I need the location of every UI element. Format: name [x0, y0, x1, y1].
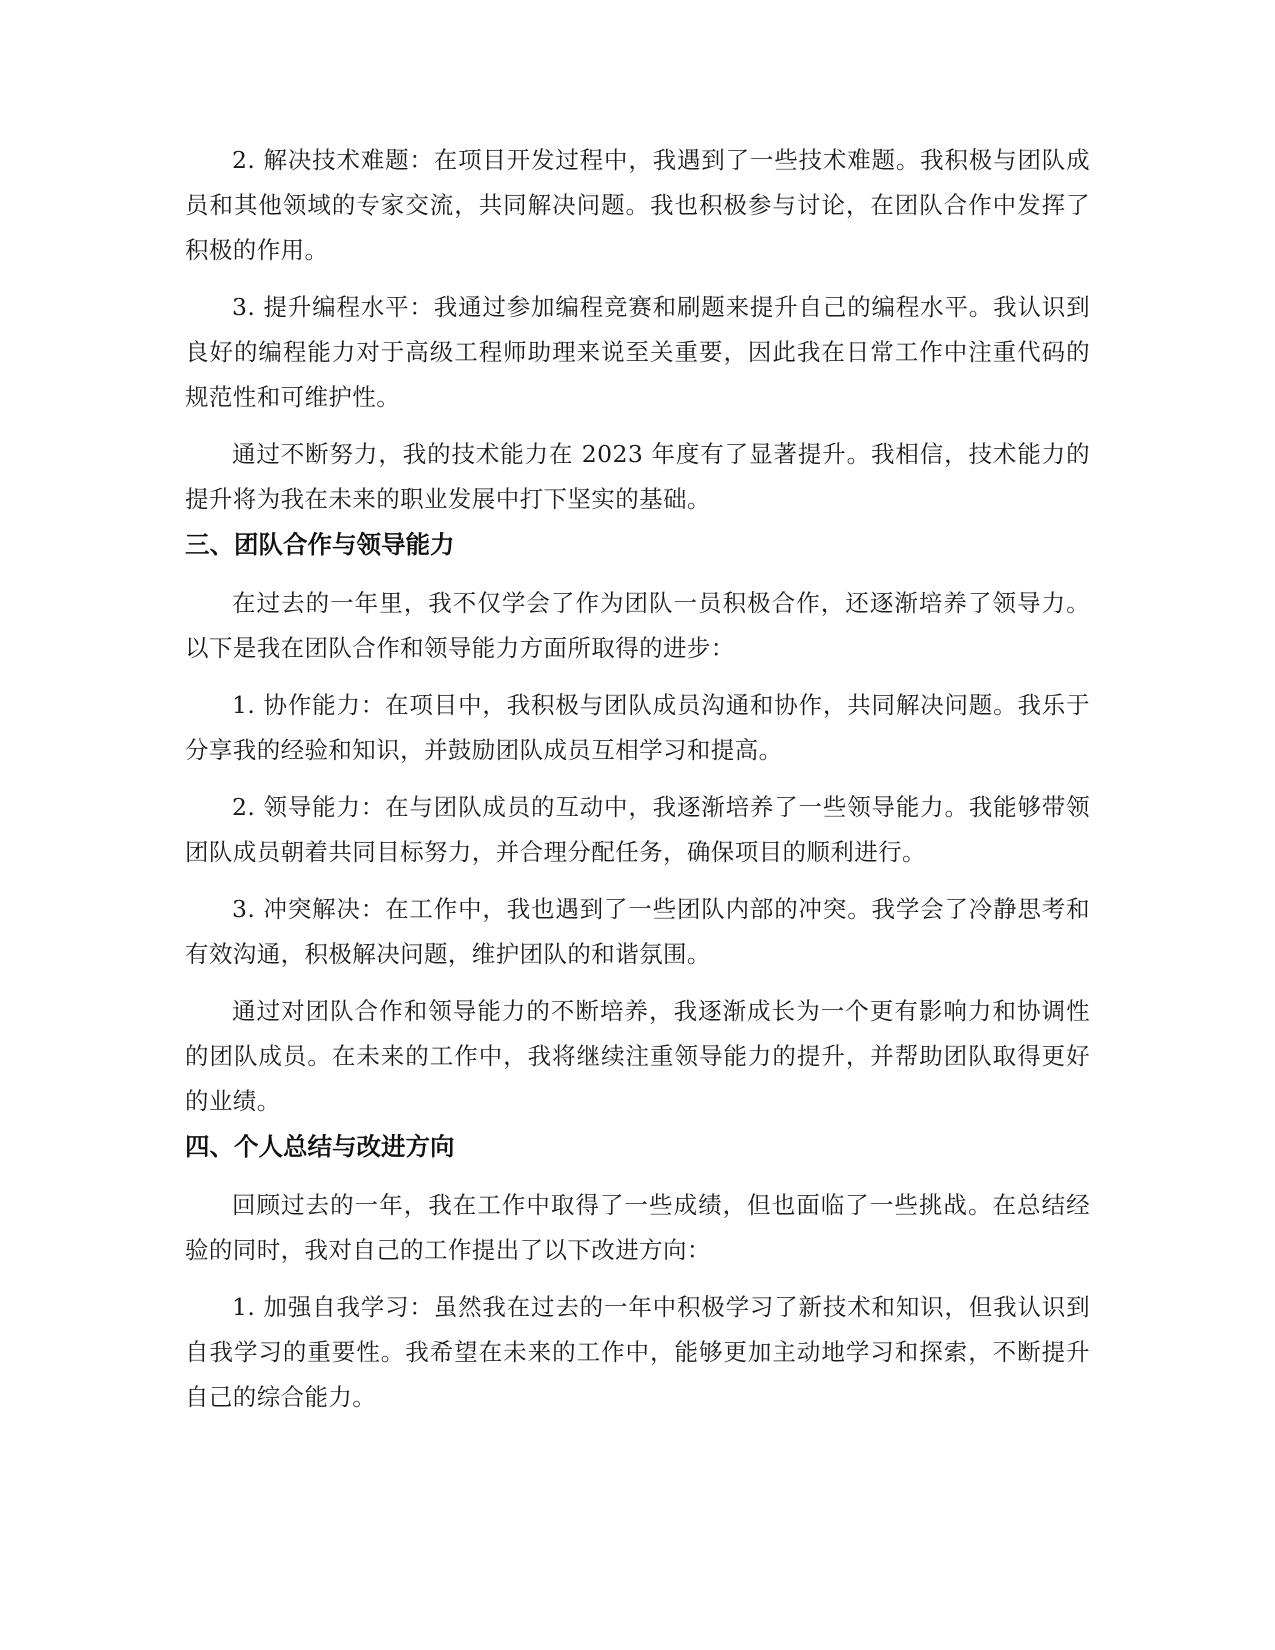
paragraph-personal-intro: 回顾过去的一年，我在工作中取得了一些成绩，但也面临了一些挑战。在总结经验的同时，我对自己的工作提出了以下改进方向： [185, 1191, 1090, 1264]
paragraph-technical-summary: 通过不断努力，我的技术能力在 2023 年度有了显著提升。我相信，技术能力的提升将为我在未来的职业发展中打下坚实的基础。 [185, 440, 1090, 513]
paragraph-collaboration: 1. 协作能力：在项目中，我积极与团队成员沟通和协作，共同解决问题。我乐于分享我的经验和知识，并鼓励团队成员互相学习和提高。 [185, 691, 1090, 764]
paragraph-conflict-resolution: 3. 冲突解决：在工作中，我也遇到了一些团队内部的冲突。我学会了冷静思考和有效沟通，积极解决问题，维护团队的和谐氛围。 [185, 895, 1090, 968]
section-heading-teamwork: 三、团队合作与领导能力 [185, 530, 455, 559]
paragraph-leadership: 2. 领导能力：在与团队成员的互动中，我逐渐培养了一些领导能力。我能够带领团队成员朝着共同目标努力，并合理分配任务，确保项目的顺利进行。 [185, 793, 1090, 866]
paragraph-improve-programming: 3. 提升编程水平：我通过参加编程竞赛和刷题来提升自己的编程水平。我认识到良好的编程能力对于高级工程师助理来说至关重要，因此我在日常工作中注重代码的规范性和可维护性。 [185, 293, 1090, 411]
paragraph-teamwork-summary: 通过对团队合作和领导能力的不断培养，我逐渐成长为一个更有影响力和协调性的团队成员。在未来的工作中，我将继续注重领导能力的提升，并帮助团队取得更好的业绩。 [185, 997, 1090, 1115]
paragraph-solve-technical-problems: 2. 解决技术难题：在项目开发过程中，我遇到了一些技术难题。我积极与团队成员和其他领域的专家交流，共同解决问题。我也积极参与讨论，在团队合作中发挥了积极的作用。 [185, 146, 1090, 264]
paragraph-self-learning: 1. 加强自我学习：虽然我在过去的一年中积极学习了新技术和知识，但我认识到自我学习的重要性。我希望在未来的工作中，能够更加主动地学习和探索，不断提升自己的综合能力。 [185, 1293, 1090, 1411]
section-heading-personal-summary: 四、个人总结与改进方向 [185, 1132, 455, 1161]
document-page [185, 138, 1090, 1420]
paragraph-teamwork-intro: 在过去的一年里，我不仅学会了作为团队一员积极合作，还逐渐培养了领导力。以下是我在团队合作和领导能力方面所取得的进步： [185, 589, 1090, 662]
